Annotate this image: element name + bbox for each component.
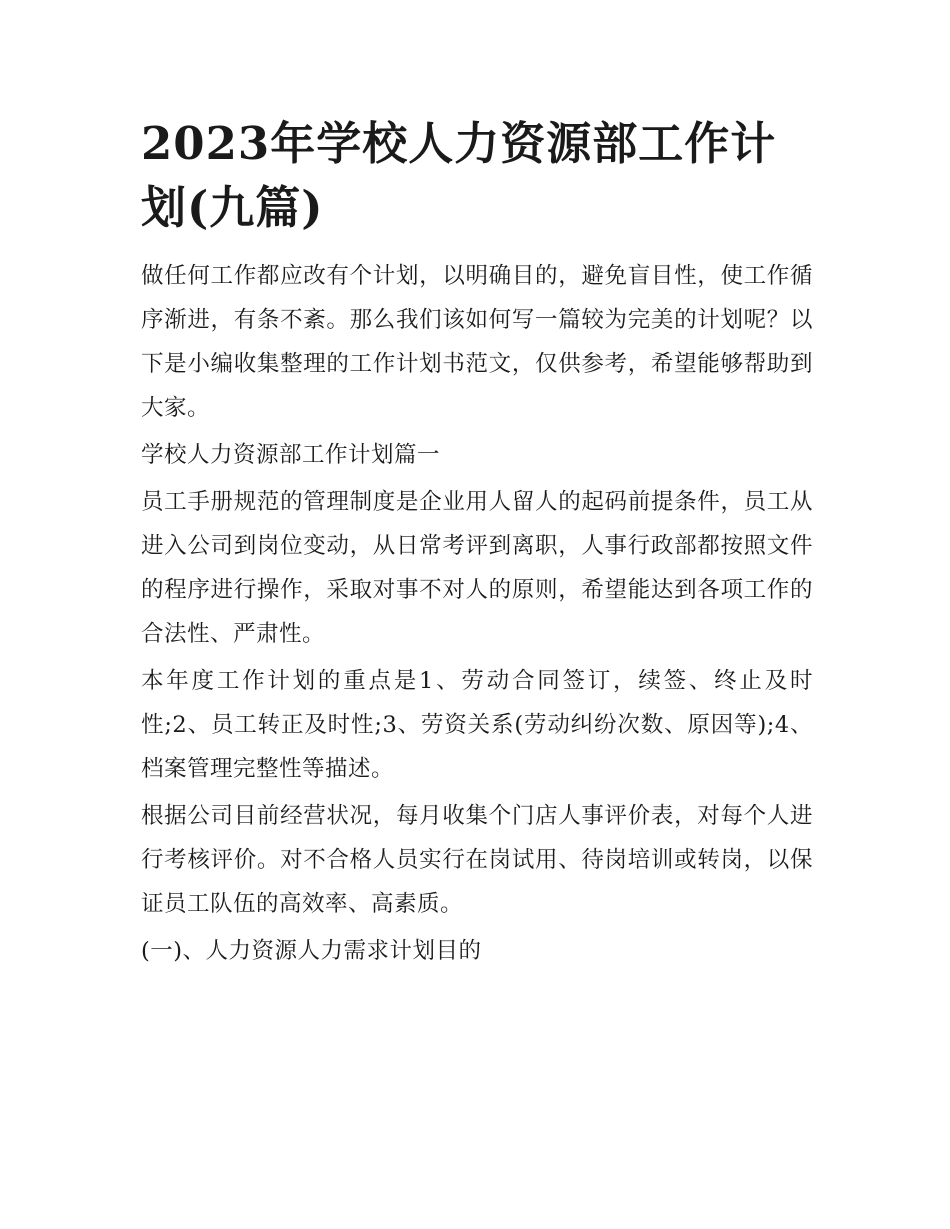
subsection-heading: (一)、人力资源人力需求计划目的 — [141, 938, 482, 964]
section-heading: 学校人力资源部工作计划篇一 — [141, 442, 441, 468]
document-body — [141, 112, 813, 976]
body-paragraph: 员工手册规范的管理制度是企业用人留人的起码前提条件，员工从进入公司到岗位变动，从日常考评到离职，人事行政部都按照文件的程序进行操作，采取对事不对人的原则，希望能达到各项工作的合法性、严肃性。 — [141, 489, 813, 647]
body-paragraph: 本年度工作计划的重点是1、劳动合同签订，续签、终止及时性;2、员工转正及时性;3、劳资关系(劳动纠纷次数、原因等);4、档案管理完整性等描述。 — [141, 668, 813, 782]
document-title: 2023年学校人力资源部工作计划(九篇) — [141, 117, 777, 234]
body-paragraph: 根据公司目前经营状况，每月收集个门店人事评价表，对每个人进行考核评价。对不合格人员实行在岗试用、待岗培训或转岗，以保证员工队伍的高效率、高素质。 — [141, 803, 813, 917]
intro-paragraph: 做任何工作都应改有个计划，以明确目的，避免盲目性，使工作循序渐进，有条不紊。那么我们该如何写一篇较为完美的计划呢？以下是小编收集整理的工作计划书范文，仅供参考，希望能够帮助到大家。 — [141, 263, 813, 421]
